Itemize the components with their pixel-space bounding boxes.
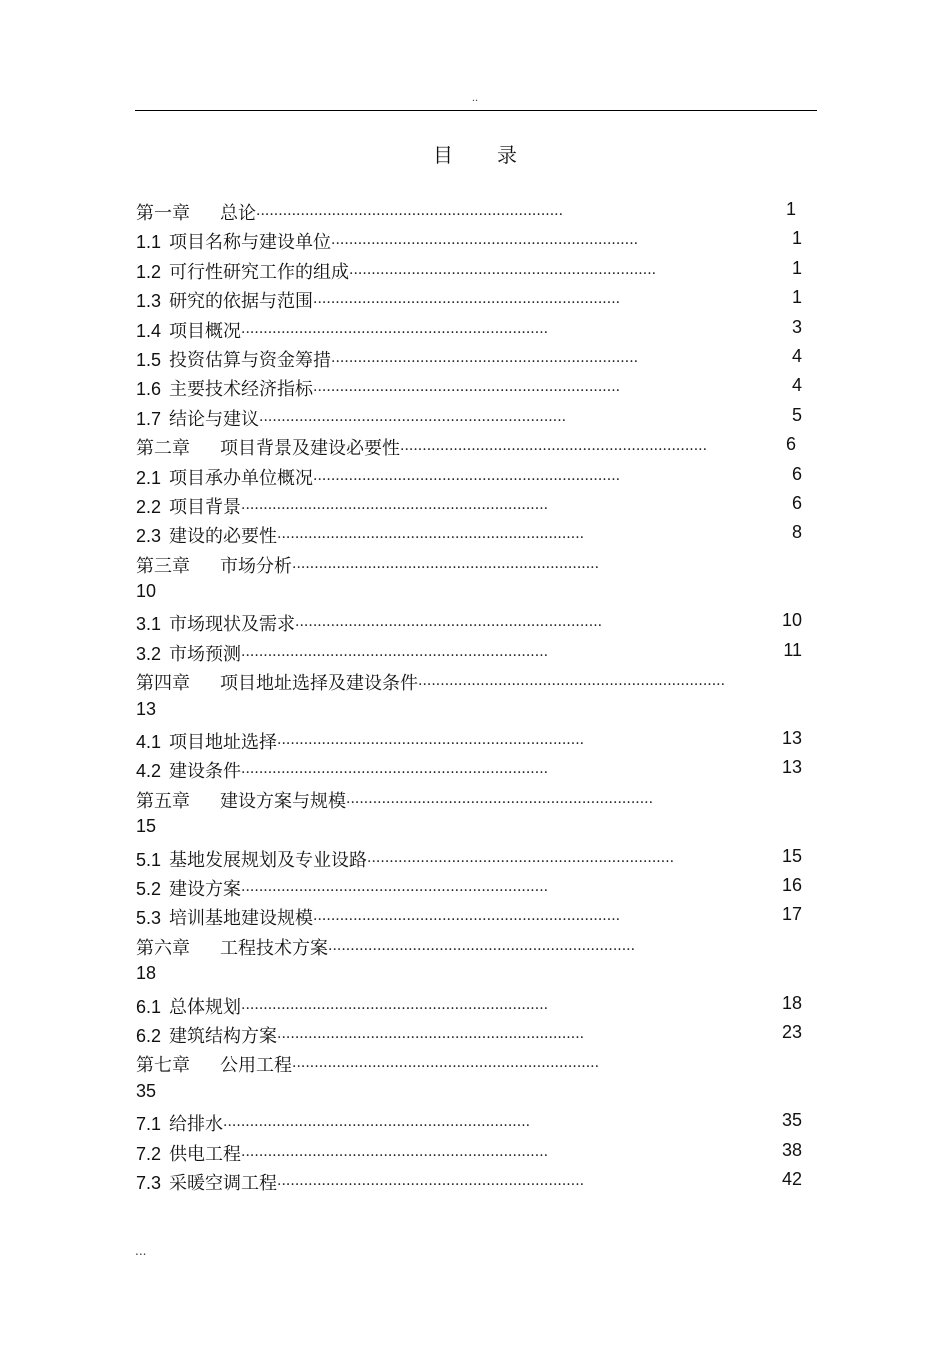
toc-dot-leader: ·····································································	[295, 618, 603, 635]
toc-dot-leader: ·····································································	[418, 677, 726, 694]
toc-page-number: 15	[136, 816, 157, 837]
toc-chapter-label: 第三章	[136, 555, 190, 577]
toc-chapter-page-row	[136, 578, 816, 607]
toc-page-number: 1	[791, 257, 802, 278]
toc-section-number: 6.1	[136, 996, 162, 1017]
toc-entry-title: 建设方案与规模	[220, 790, 346, 812]
toc-section-number: 4.2	[136, 761, 162, 782]
toc-chapter-page-row	[136, 813, 816, 842]
toc-chapter-label: 第四章	[136, 673, 190, 695]
toc-section-row[interactable]	[136, 519, 816, 548]
toc-section-row[interactable]	[136, 255, 816, 284]
toc-dot-leader: ·····································································	[241, 324, 549, 341]
toc-page-number: 8	[791, 522, 802, 543]
toc-page-number: 3	[791, 316, 802, 337]
toc-dot-leader: ·····································································	[367, 853, 675, 870]
toc-chapter-label: 第六章	[136, 937, 190, 959]
header-mark: ..	[471, 93, 479, 104]
toc-dot-leader: ·····································································	[277, 1029, 585, 1046]
toc-entry-title: 供电工程	[169, 1143, 242, 1165]
toc-entry-title: 项目地址选择及建设条件	[220, 673, 418, 695]
toc-section-row[interactable]	[136, 990, 816, 1019]
toc-section-row[interactable]	[136, 607, 816, 636]
toc-chapter-row[interactable]	[136, 1048, 816, 1077]
toc-section-number: 3.1	[136, 614, 162, 635]
toc-section-number: 7.2	[136, 1143, 162, 1164]
toc-section-number: 1.2	[136, 261, 162, 282]
toc-dot-leader: ·····································································	[241, 500, 549, 517]
toc-page-number: 13	[136, 698, 157, 719]
toc-entry-title: 给排水	[169, 1114, 224, 1136]
toc-section-row[interactable]	[136, 843, 816, 872]
toc-chapter-row[interactable]	[136, 666, 816, 695]
toc-entry-title: 总体规划	[169, 996, 242, 1018]
toc-page-number: 1	[791, 228, 802, 249]
toc-entry-title: 市场现状及需求	[169, 614, 296, 636]
toc-dot-leader: ·····································································	[241, 882, 549, 899]
toc-chapter-row[interactable]	[136, 549, 816, 578]
toc-dot-leader: ·····································································	[292, 1059, 600, 1076]
toc-dot-leader: ·····································································	[241, 1000, 549, 1017]
toc-page-number: 42	[781, 1168, 802, 1189]
toc-page-number: 18	[136, 963, 157, 984]
toc-entry-title: 工程技术方案	[220, 937, 328, 959]
toc-chapter-label: 第七章	[136, 1055, 190, 1077]
toc-entry-title: 公用工程	[220, 1055, 292, 1077]
toc-chapter-page-row	[136, 696, 816, 725]
toc-section-row[interactable]	[136, 314, 816, 343]
toc-section-number: 7.1	[136, 1114, 162, 1135]
toc-entry-title: 市场预测	[169, 643, 242, 665]
toc-entry-title: 建设方案	[169, 878, 242, 900]
toc-entry-title: 基地发展规划及专业设路	[169, 849, 368, 871]
toc-chapter-row[interactable]	[136, 431, 816, 460]
toc-dot-leader: ·····································································	[292, 559, 600, 576]
toc-section-row[interactable]	[136, 872, 816, 901]
toc-section-number: 4.1	[136, 732, 162, 753]
toc-page-number: 16	[781, 874, 802, 895]
title-left: 目	[433, 143, 453, 167]
toc-dot-leader: ·····································································	[241, 1147, 549, 1164]
toc-section-number: 5.1	[136, 849, 162, 870]
toc-entry-title: 项目承办单位概况	[169, 467, 314, 489]
toc-page-number: 6	[791, 492, 802, 513]
toc-dot-leader: ·····································································	[223, 1118, 531, 1135]
toc-section-row[interactable]	[136, 1019, 816, 1048]
toc-page-number: 11	[783, 639, 802, 660]
toc-entry-title: 结论与建议	[169, 408, 260, 430]
toc-chapter-page-row	[136, 1078, 816, 1107]
toc-dot-leader: ·····································································	[328, 941, 636, 958]
toc-dot-leader: ·····································································	[331, 236, 639, 253]
toc-entry-title: 投资估算与资金筹措	[169, 349, 332, 371]
toc-section-row[interactable]	[136, 725, 816, 754]
toc-dot-leader: ·····································································	[313, 295, 621, 312]
table-of-contents	[136, 196, 816, 1195]
toc-section-row[interactable]	[136, 1107, 816, 1136]
toc-chapter-label: 第二章	[136, 438, 190, 460]
toc-entry-title: 项目背景	[169, 496, 242, 518]
toc-entry-title: 项目地址选择	[169, 732, 278, 754]
toc-page-number: 1	[791, 287, 802, 308]
toc-page-number: 23	[781, 1021, 802, 1042]
toc-page-number: 4	[791, 375, 802, 396]
toc-section-row[interactable]	[136, 372, 816, 401]
toc-dot-leader: ·····································································	[277, 736, 585, 753]
toc-dot-leader: ·····································································	[331, 353, 639, 370]
toc-section-row[interactable]	[136, 637, 816, 666]
toc-section-number: 1.3	[136, 291, 162, 312]
toc-entry-title: 建设条件	[169, 761, 242, 783]
toc-section-row[interactable]	[136, 225, 816, 254]
toc-dot-leader: ·····································································	[259, 412, 567, 429]
toc-entry-title: 建筑结构方案	[169, 1025, 278, 1047]
toc-page-number: 6	[791, 463, 802, 484]
toc-entry-title: 可行性研究工作的组成	[169, 261, 350, 283]
toc-section-row[interactable]	[136, 901, 816, 930]
toc-section-number: 1.5	[136, 349, 162, 370]
toc-section-number: 5.3	[136, 908, 162, 929]
toc-section-row[interactable]	[136, 490, 816, 519]
toc-entry-title: 主要技术经济指标	[169, 379, 314, 401]
toc-section-number: 6.2	[136, 1025, 162, 1046]
toc-section-number: 2.2	[136, 496, 162, 517]
toc-entry-title: 建设的必要性	[169, 526, 278, 548]
toc-entry-title: 总论	[220, 203, 256, 224]
toc-entry-title: 市场分析	[220, 555, 292, 577]
toc-chapter-label: 第一章	[136, 203, 190, 224]
toc-entry-title: 研究的依据与范围	[169, 291, 314, 313]
footer-mark: ...	[135, 1244, 147, 1258]
toc-dot-leader: ·····································································	[277, 530, 585, 547]
toc-dot-leader: ·····································································	[256, 207, 564, 223]
toc-section-row[interactable]	[136, 402, 816, 431]
toc-dot-leader: ·····································································	[349, 265, 657, 282]
toc-section-number: 3.2	[136, 643, 162, 664]
toc-entry-title: 培训基地建设规模	[169, 908, 314, 930]
toc-section-number: 7.3	[136, 1172, 162, 1193]
toc-dot-leader: ·····································································	[241, 647, 549, 664]
toc-chapter-row[interactable]	[136, 784, 816, 813]
header-rule	[135, 110, 817, 111]
toc-chapter-label: 第五章	[136, 790, 190, 812]
toc-page-number: 5	[791, 404, 802, 425]
toc-section-row[interactable]	[136, 343, 816, 372]
toc-page-number: 6	[785, 434, 796, 455]
toc-section-number: 1.7	[136, 408, 162, 429]
toc-section-row[interactable]	[136, 461, 816, 490]
toc-dot-leader: ·····································································	[277, 1176, 585, 1193]
toc-page-number: 13	[781, 757, 802, 778]
toc-section-row[interactable]	[136, 284, 816, 313]
toc-page-number: 13	[781, 728, 802, 749]
toc-page-number: 15	[781, 845, 802, 866]
toc-dot-leader: ·····································································	[241, 765, 549, 782]
toc-dot-leader: ·····································································	[313, 912, 621, 929]
toc-dot-leader: ·····································································	[400, 442, 708, 459]
toc-chapter-page-row	[136, 960, 816, 989]
toc-chapter-row[interactable]	[136, 196, 816, 225]
toc-entry-title: 项目名称与建设单位	[169, 232, 332, 254]
toc-page-number: 10	[136, 581, 157, 602]
toc-entry-title: 采暖空调工程	[169, 1172, 278, 1194]
toc-section-number: 1.4	[136, 320, 162, 341]
toc-section-row[interactable]	[136, 1137, 816, 1166]
toc-chapter-row[interactable]	[136, 931, 816, 960]
toc-entry-title: 项目概况	[169, 320, 242, 342]
toc-page-number: 18	[781, 992, 802, 1013]
toc-page-number: 38	[781, 1139, 802, 1160]
toc-page-number: 1	[785, 199, 796, 219]
toc-section-number: 2.1	[136, 467, 162, 488]
toc-page-number: 4	[791, 345, 802, 366]
toc-section-number: 1.6	[136, 379, 162, 400]
toc-entry-title: 项目背景及建设必要性	[220, 438, 400, 460]
toc-section-row[interactable]	[136, 754, 816, 783]
toc-section-number: 2.3	[136, 526, 162, 547]
toc-section-number: 1.1	[136, 232, 162, 253]
toc-page-number: 17	[781, 904, 802, 925]
toc-page-number: 35	[781, 1110, 802, 1131]
toc-section-number: 5.2	[136, 878, 162, 899]
toc-dot-leader: ·····································································	[346, 794, 654, 811]
toc-dot-leader: ·····································································	[313, 383, 621, 400]
toc-page-number: 10	[781, 610, 802, 631]
title-right: 录	[497, 143, 517, 167]
toc-section-row[interactable]	[136, 1166, 816, 1195]
toc-dot-leader: ·····································································	[313, 471, 621, 488]
page-title	[0, 139, 950, 168]
toc-page-number: 35	[136, 1080, 157, 1101]
